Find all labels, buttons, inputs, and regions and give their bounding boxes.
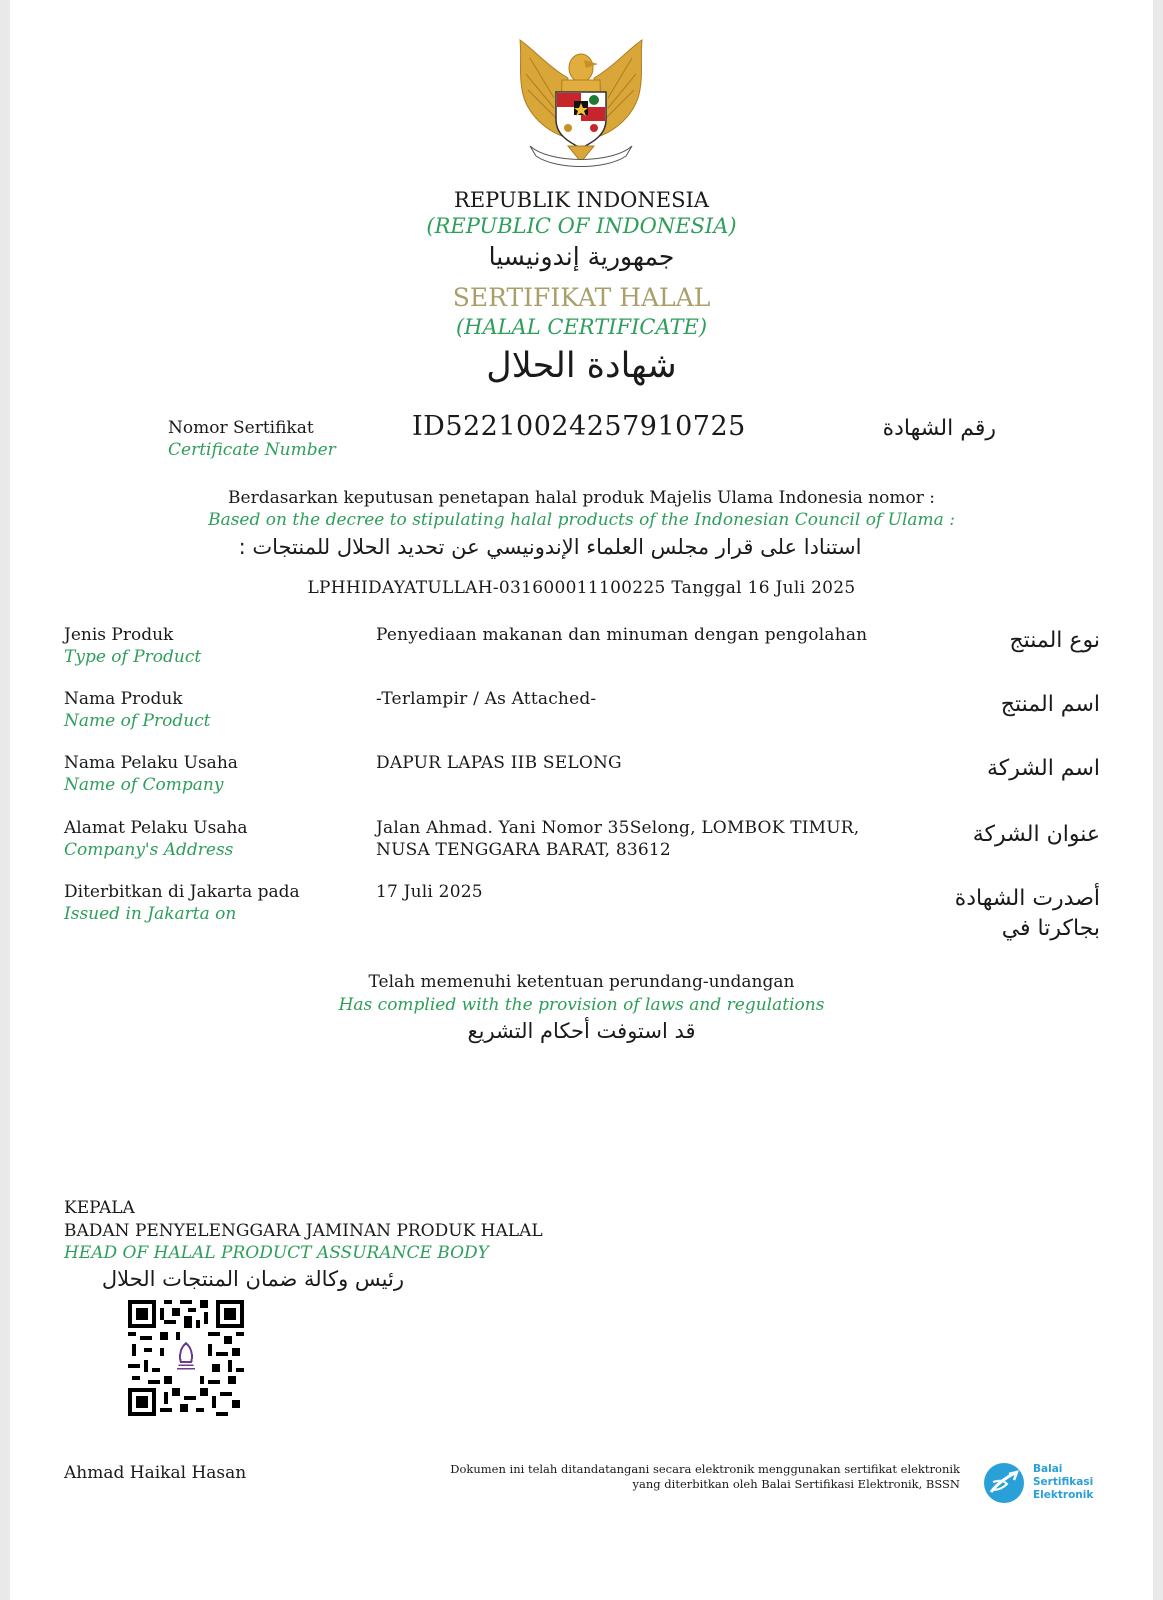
- decree-text: Berdasarkan keputusan penetapan halal produk Majelis Ulama Indonesia nomor :: [228, 488, 935, 508]
- field-label: Nama Produk: [64, 689, 183, 709]
- signatory-agency-en: HEAD OF HALAL PRODUCT ASSURANCE BODY: [64, 1243, 489, 1263]
- certificate-title-ar: شهادة الحلال: [486, 346, 677, 386]
- field-label-en: Company's Address: [64, 840, 234, 860]
- bse-logo-icon: [983, 1462, 1025, 1504]
- field-label: Jenis Produk: [64, 625, 174, 645]
- field-label-en: Type of Product: [64, 647, 202, 667]
- country-title-en: (REPUBLIC OF INDONESIA): [426, 214, 737, 238]
- field-value: Jalan Ahmad. Yani Nomor 35Selong, LOMBOK TIMUR,: [376, 818, 860, 838]
- cert-number-label-en: Certificate Number: [168, 440, 336, 460]
- field-value: -Terlampir / As Attached-: [376, 689, 597, 709]
- bse-logo-line1: Balai: [1033, 1463, 1063, 1475]
- field-label: Alamat Pelaku Usaha: [64, 818, 248, 838]
- certificate-title: SERTIFIKAT HALAL: [452, 283, 711, 312]
- field-value: 17 Juli 2025: [376, 882, 483, 902]
- field-label-ar: عنوان الشركة: [972, 822, 1100, 847]
- decree-text-ar: استنادا على قرار مجلس العلماء الإندونيسي عن تحديد الحلال للمنتجات :: [238, 535, 862, 559]
- field-value-line2: NUSA TENGGARA BARAT, 83612: [376, 840, 671, 860]
- qr-code-icon: [128, 1300, 244, 1416]
- field-label: Diterbitkan di Jakarta pada: [64, 882, 300, 902]
- field-value: DAPUR LAPAS IIB SELONG: [376, 753, 622, 773]
- field-label: Nama Pelaku Usaha: [64, 753, 238, 773]
- field-label-ar: اسم الشركة: [986, 756, 1100, 781]
- field-label-ar-line2: بجاكرتا في: [1001, 916, 1100, 941]
- decree-text-en: Based on the decree to stipulating halal products of the Indonesian Council of Ulama :: [208, 510, 955, 530]
- signatory-name: Ahmad Haikal Hasan: [64, 1463, 247, 1483]
- field-label-ar: نوع المنتج: [1009, 628, 1100, 653]
- field-label-en: Issued in Jakarta on: [64, 904, 237, 924]
- bse-logo-line3: Elektronik: [1033, 1489, 1094, 1501]
- signatory-agency-ar: رئيس وكالة ضمان المنتجات الحلال: [101, 1267, 404, 1291]
- cert-number-label-ar: رقم الشهادة: [882, 416, 996, 441]
- field-label-ar: اسم المنتج: [1000, 692, 1100, 717]
- compliance-text-en: Has complied with the provision of laws and regulations: [338, 995, 825, 1015]
- e-signature-note: [300, 1462, 960, 1492]
- garuda-emblem-icon: [510, 38, 652, 170]
- compliance-text: Telah memenuhi ketentuan perundang-undangan: [368, 972, 795, 992]
- bse-logo-text: [1033, 1463, 1093, 1502]
- field-label-en: Name of Product: [64, 711, 211, 731]
- e-signature-note-line2: yang diterbitkan oleh Balai Sertifikasi Elektronik, BSSN: [632, 1477, 960, 1491]
- decree-reference: LPHHIDAYATULLAH-031600011100225 Tanggal 16 Juli 2025: [307, 578, 856, 598]
- bse-logo-line2: Sertifikasi: [1033, 1476, 1094, 1488]
- certificate-title-en: (HALAL CERTIFICATE): [455, 315, 708, 339]
- signatory-position: KEPALA: [64, 1198, 135, 1218]
- country-title: REPUBLIK INDONESIA: [454, 188, 709, 212]
- cert-number-label: Nomor Sertifikat: [168, 418, 314, 438]
- signatory-agency: BADAN PENYELENGGARA JAMINAN PRODUK HALAL: [64, 1221, 543, 1241]
- e-signature-note-line1: Dokumen ini telah ditandatangani secara elektronik menggunakan sertifikat elektronik: [450, 1462, 960, 1476]
- compliance-text-ar: قد استوفت أحكام التشريع: [467, 1019, 696, 1043]
- country-title-ar: جمهورية إندونيسيا: [488, 242, 675, 271]
- bse-logo: [983, 1462, 1101, 1506]
- cert-number-value: ID52210024257910725: [412, 411, 746, 442]
- field-label-en: Name of Company: [64, 775, 224, 795]
- field-value: Penyediaan makanan dan minuman dengan pengolahan: [376, 625, 868, 645]
- field-label-ar: أصدرت الشهادة: [954, 886, 1100, 911]
